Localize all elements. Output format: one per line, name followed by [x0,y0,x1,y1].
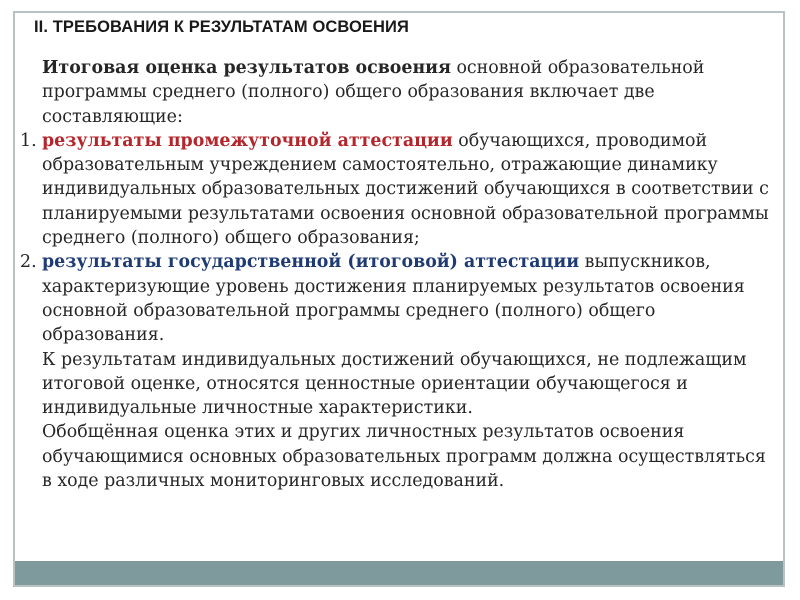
item-bold-text: результаты промежуточной аттестации [42,130,453,151]
values-paragraph: К результатам индивидуальных достижений обучающихся, не подлежащим итоговой оценке, относятся ценностные ориентации обучающегося и индивидуальные личностные характеристики. [42,349,747,419]
item-text: обучающихся, проводимой образовательным учреждением самостоятельно, отражающие динамику индивидуальных образовательных достижений обучающихся в соответствии с планируемыми результатами освоения основной образовательной программы среднего (полного) общего образования; [42,130,769,249]
list-number: 2. [20,252,37,273]
intro-bold-text: Итоговая оценка результатов освоения [42,58,451,78]
list-item-interim-attestation [20,129,770,250]
intro-paragraph [20,56,770,129]
intro-text: основной образовательной программы среднего (полного) общего образования включает две составляющие: [42,58,705,127]
slide-body [20,56,770,493]
item-text: выпускников, характеризующие уровень достижения планируемых результатов освоения основной образовательной программы среднего (полного) общего образования. [42,252,745,346]
footer-bar [15,561,783,585]
list-number: 1. [20,130,37,151]
item-bold-text: результаты государственной (итоговой) аттестации [42,252,580,273]
slide-heading: II. ТРЕБОВАНИЯ К РЕЗУЛЬТАТАМ ОСВОЕНИЯ [34,18,409,36]
list-item-state-attestation [20,250,770,347]
general-assessment-paragraph: Обобщённая оценка этих и других личностных результатов освоения обучающимися основных образовательных программ должна осуществляться в ходе различных мониторинговых исследований. [42,422,766,492]
